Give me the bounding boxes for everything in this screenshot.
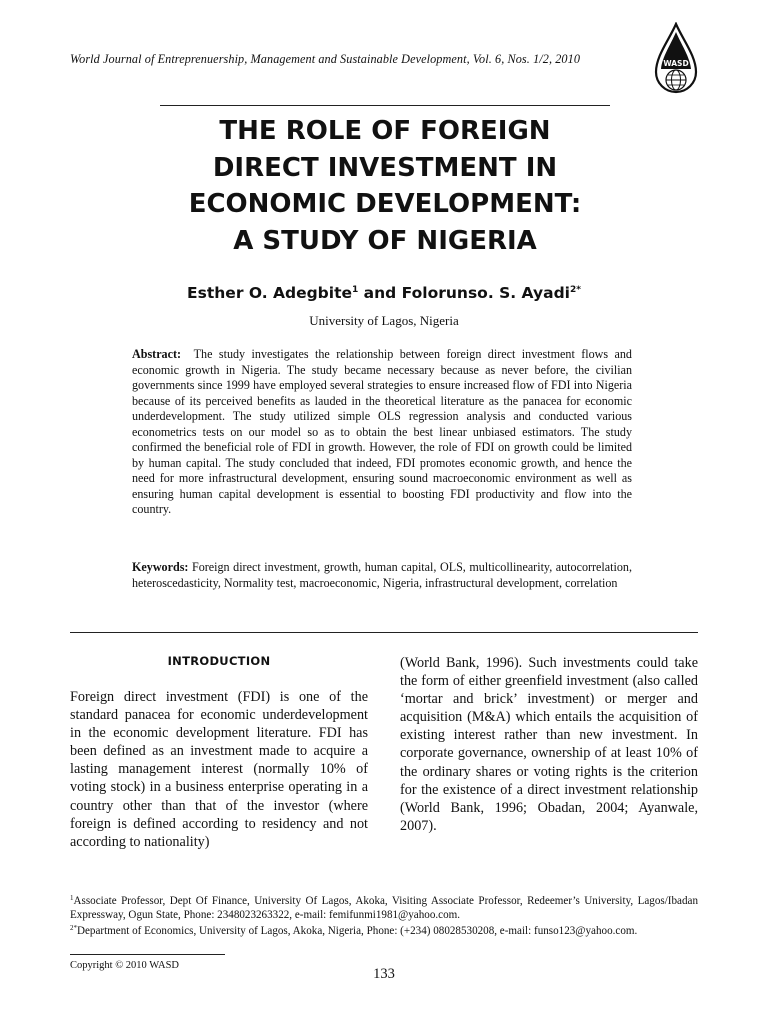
paper-title: [160, 113, 610, 259]
journal-citation: World Journal of Entreprenuership, Management and Sustainable Development, Vol. 6, Nos. 1/2, 2010: [70, 52, 581, 66]
keywords: [132, 560, 632, 591]
keywords-text: Foreign direct investment, growth, human capital, OLS, multicollinearity, autocorrelation, heteroscedasticity, Normality test, macroeconomic, Nigeria, infrastructural development, correlation: [132, 560, 632, 590]
footer-rule: [70, 954, 225, 955]
footnote: [70, 922, 698, 939]
footnote-text: Associate Professor, Dept Of Finance, University Of Lagos, Akoka, Visiting Associate Professor, Redeemer’s University, Lagos/Ibadan Expressway, Ogun State, Phone: 2348023263322, e-mail: femifunmi1981@yahoo.com.: [70, 895, 698, 921]
logo-text: WASD: [663, 59, 689, 68]
author-joiner: and: [358, 284, 402, 302]
footnote-mark: 1: [352, 285, 359, 295]
body-column-left: Foreign direct investment (FDI) is one of the standard panacea for economic underdevelopment in the economic development literature. FDI has been defined as an investment made to acquire a lasting management interest (normally 10% of voting stock) in a business enterprise operating in a country other than that of the investor (where foreign is defined according to residency and not according to nationality): [70, 689, 368, 850]
footnote-mark: 1: [70, 894, 74, 902]
section-rule: [70, 632, 698, 633]
author-name: Esther O. Adegbite: [187, 284, 353, 302]
title-line: A STUDY OF NIGERIA: [233, 225, 537, 256]
footnote-text: Department of Economics, University of Lagos, Akoka, Nigeria, Phone: (+234) 08028530208, e-mail: funso123@yahoo.com.: [77, 925, 638, 938]
title-top-rule: [160, 105, 610, 106]
footnotes: [70, 892, 698, 939]
copyright: Copyright © 2010 WASD: [70, 960, 179, 971]
section-heading: INTRODUCTION: [167, 654, 271, 668]
title-line: ECONOMIC DEVELOPMENT:: [188, 189, 582, 219]
body-column-right: (World Bank, 1996). Such investments could take the form of either greenfield investment (also called ‘mortar and brick’ investment) or merger and acquisition (M&A) which entails the acquisition of existing interest rather than new investment. In corporate governance, ownership of at least 10% of the ordinary shares or voting rights is the criterion for the existence of a direct investment relationship (World Bank, 1996; Obadan, 2004; Ayanwale, 2007).: [400, 655, 698, 834]
title-line: DIRECT INVESTMENT IN: [212, 152, 558, 183]
page-number: 133: [373, 966, 395, 982]
abstract-label: Abstract:: [132, 347, 182, 361]
abstract-text: The study investigates the relationship between foreign direct investment flows and economic growth in Nigeria. The study became necessary because as never before, the civilian governments since 1999 have employed several strategies to ensure increased flow of FDI into Nigeria because of its perceived benefits as lauded in the theoretical literature as the panacea for economic underdevelopment. The study utilized simple OLS regression analysis and conducted various econometrics tests on our model so as to obtain the best linear unbiased estimators. The study confirmed the beneficial role of FDI in growth. However, the role of FDI on growth could be limited by human capital. The study concluded that indeed, FDI promotes economic growth, and hence the need for more infrastructural development, ensuring sound macroeconomic environment as well as ensuring human capital development is essential to boosting FDI productivity and flow into the country.: [132, 347, 632, 516]
author-line: [100, 284, 668, 302]
author-name: Folorunso. S. Ayadi: [401, 284, 570, 302]
keywords-label: Keywords:: [132, 560, 189, 574]
footnote-mark: 2*: [70, 924, 77, 933]
abstract: [132, 347, 632, 518]
title-line: THE ROLE OF FOREIGN: [219, 116, 551, 146]
footnote: [70, 892, 698, 922]
affiliation: University of Lagos, Nigeria: [309, 313, 459, 328]
footnote-mark: 2*: [569, 285, 581, 295]
wasd-logo: [652, 22, 700, 98]
